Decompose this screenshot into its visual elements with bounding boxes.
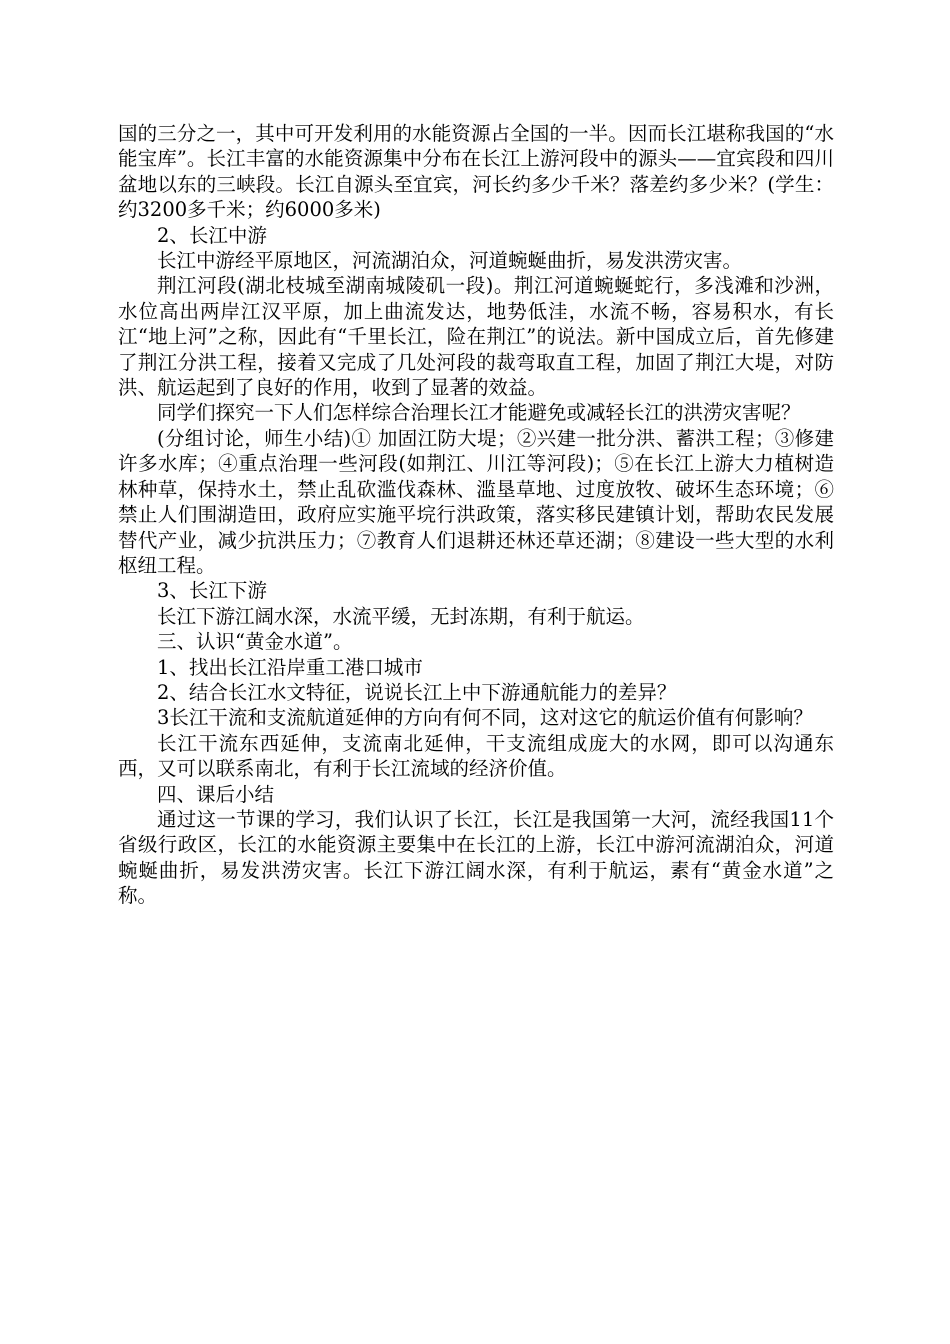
paragraph-waterway-network: 长江干流东西延伸，支流南北延伸，干支流组成庞大的水网，即可以沟通东西，又可以联系南北，有利于长江流域的经济价值。	[118, 731, 834, 781]
heading-lower-reaches: 3、长江下游	[157, 579, 267, 603]
document-page	[118, 121, 834, 909]
heading-middle-reaches: 2、长江中游	[157, 223, 267, 247]
question-port-cities: 1、找出长江沿岸重工港口城市	[157, 655, 423, 679]
paragraph-lower-reaches: 长江下游江阔水深，水流平缓，无封冻期，有利于航运。	[157, 604, 645, 628]
paragraph-jingjiang-section: 荆江河段(湖北枝城至湖南城陵矶一段)。荆江河道蜿蜒蛇行，多浅滩和沙洲，水位高出两岸江汉平原，加上曲流发达，地势低洼，水流不畅，容易积水，有长江“地上河”之称，因此有“千里长江，险在荆江”的说法。新中国成立后，首先修建了荆江分洪工程，接着又完成了几处河段的裁弯取直工程，加固了荆江大堤，对防洪、航运起到了良好的作用，收到了显著的效益。	[118, 274, 834, 400]
heading-lesson-summary: 四、课后小结	[157, 782, 275, 806]
paragraph-flood-measures: (分组讨论，师生小结)① 加固江防大堤；②兴建一批分洪、蓄洪工程；③修建许多水库；④重点治理一些河段(如荆江、川江等河段)；⑤在长江上游大力植树造林种草，保持水土，禁止乱砍滥伐森林、滥垦草地、过度放牧、破坏生态环境；⑥禁止人们围湖造田，政府应实施平垸行洪政策，落实移民建镇计划，帮助农民发展替代产业，减少抗洪压力；⑦教育人们退耕还林还草还湖；⑧建设一些大型的水利枢纽工程。	[118, 426, 834, 577]
paragraph-middle-reaches: 长江中游经平原地区，河流湖泊众，河道蜿蜒曲折，易发洪涝灾害。	[157, 249, 743, 273]
question-navigation-capacity: 2、结合长江水文特征，说说长江上中下游通航能力的差异？	[157, 680, 677, 704]
heading-golden-waterway: 三、认识“黄金水道”。	[157, 630, 353, 654]
paragraph-hydropower-summary: 国的三分之一，其中可开发利用的水能资源占全国的一半。因而长江堪称我国的“水能宝库”。长江丰富的水能资源集中分布在长江上游河段中的源头——宜宾段和四川盆地以东的三峡段。长江自源头至宜宾，河长约多少千米？落差约多少米？(学生：约3200多千米；约6000多米)	[118, 122, 834, 222]
question-channel-direction: 3长江干流和支流航道延伸的方向有何不同，这对这它的航运价值有何影响？	[157, 706, 813, 730]
paragraph-flood-question: 同学们探究一下人们怎样综合治理长江才能避免或减轻长江的洪涝灾害呢？	[157, 401, 801, 425]
paragraph-lesson-summary: 通过这一节课的学习，我们认识了长江，长江是我国第一大河，流经我国11个省级行政区，长江的水能资源主要集中在长江的上游，长江中游河流湖泊众，河道蜿蜒曲折，易发洪涝灾害。长江下游江阔水深，有利于航运，素有“黄金水道”之称。	[118, 807, 834, 908]
